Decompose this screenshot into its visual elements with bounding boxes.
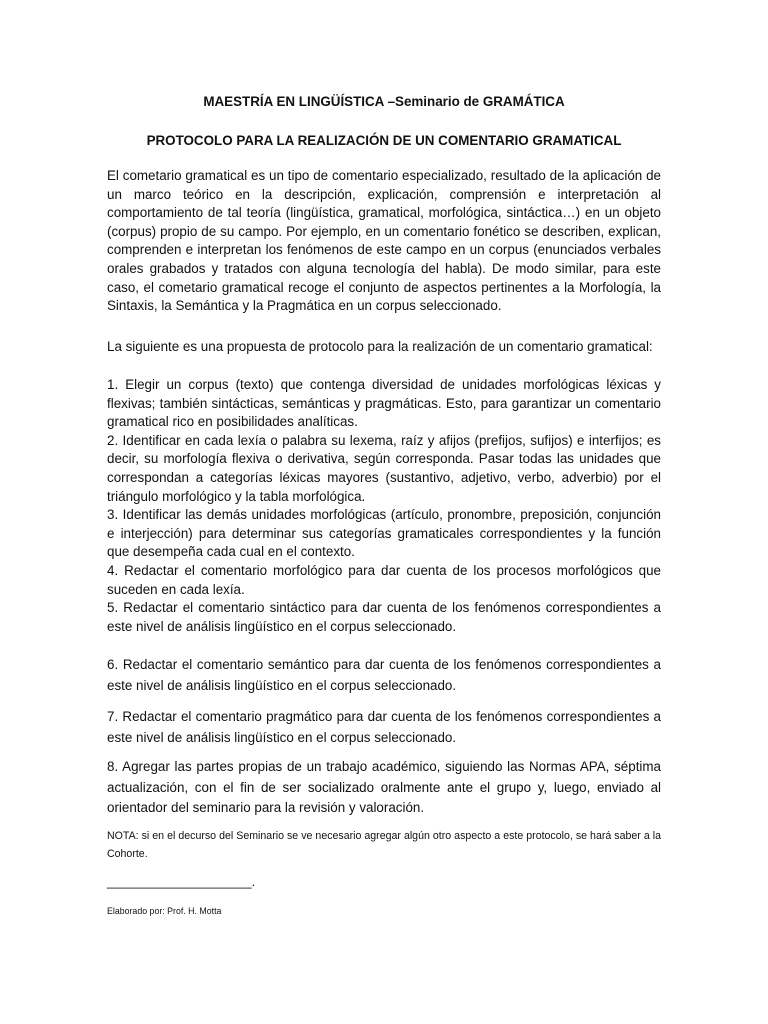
protocol-item-1: 1. Elegir un corpus (texto) que contenga diversidad de unidades morfológicas léxicas y flexivas; también sintácticas, semánticas y pragmáticas. Esto, para garantizar un comentario gramatical rico en posibilidades analíticas. bbox=[107, 377, 661, 430]
protocol-item-5: 5. Redactar el comentario sintáctico para dar cuenta de los fenómenos correspondientes a este nivel de análisis lingüístico en el corpus seleccionado. bbox=[107, 600, 661, 634]
proposal-paragraph: La siguiente es una propuesta de protocolo para la realización de un comentario gramatical: bbox=[107, 339, 653, 354]
protocol-item-3: 3. Identificar las demás unidades morfológicas (artículo, pronombre, preposición, conjunción e interjección) para determinar sus categorías gramaticales correspondientes y la función que desempeña cada cual en el contexto. bbox=[107, 507, 661, 560]
author-credit: Elaborado por: Prof. H. Motta bbox=[107, 906, 222, 916]
document-subtitle: PROTOCOLO PARA LA REALIZACIÓN DE UN COMENTARIO GRAMATICAL bbox=[146, 133, 622, 148]
document-title: MAESTRÍA EN LINGÜÍSTICA –Seminario de GRAMÁTICA bbox=[203, 94, 565, 109]
protocol-item-8: 8. Agregar las partes propias de un trabajo académico, siguiendo las Normas APA, séptima actualización, con el fin de ser socializado oralmente ante el grupo y, luego, enviado al orientador del seminario para la revisión y valoración. bbox=[107, 759, 661, 815]
protocol-list-1-5 bbox=[107, 376, 661, 636]
intro-paragraph: El cometario gramatical es un tipo de comentario especializado, resultado de la aplicación de un marco teórico en la descripción, explicación, comprensión e interpretación al comportamiento de tal teoría (lingüística, gramatical, morfológica, sintáctica…) en un objeto (corpus) propio de su campo. Por ejemplo, en un comentario fonético se describen, explican, comprenden e interpretan los fenómenos de este campo en un corpus (enunciados verbales orales grabados y tratados con alguna tecnología del habla). De modo similar, para este caso, el cometario gramatical recoge el conjunto de aspectos pertinentes a la Morfología, la Sintaxis, la Semántica y la Pragmática en un corpus seleccionado. bbox=[107, 168, 661, 314]
protocol-item-6: 6. Redactar el comentario semántico para dar cuenta de los fenómenos correspondientes a este nivel de análisis lingüístico en el corpus seleccionado. bbox=[107, 657, 661, 693]
protocol-item-4: 4. Redactar el comentario morfológico para dar cuenta de los procesos morfológicos que suceden en cada lexía. bbox=[107, 562, 661, 597]
protocol-item-7: 7. Redactar el comentario pragmático para dar cuenta de los fenómenos correspondientes a este nivel de análisis lingüístico en el corpus seleccionado. bbox=[107, 709, 661, 745]
signature-line: ____________________. bbox=[107, 874, 256, 889]
protocol-item-2: 2. Identificar en cada lexía o palabra su lexema, raíz y afijos (prefijos, sufijos) e interfijos; es decir, su morfología flexiva o derivativa, según corresponda. Pasar todas las unidades que correspondan a categorías léxicas mayores (sustantivo, adjetivo, verbo, adverbio) por el triángulo morfológico y la tabla morfológica. bbox=[107, 432, 661, 504]
note-paragraph: NOTA: si en el decurso del Seminario se ve necesario agregar algún otro aspecto a este protocolo, se hará saber a la Cohorte. bbox=[107, 830, 661, 860]
